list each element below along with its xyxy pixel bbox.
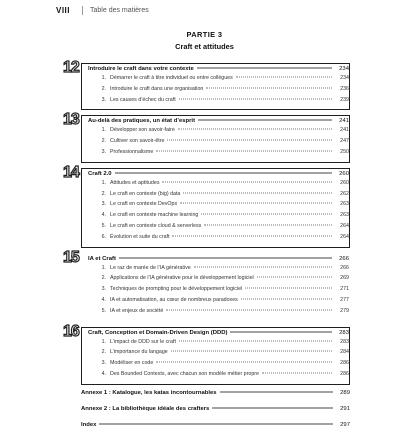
dot-leader: [198, 120, 332, 121]
dot-leader: [178, 129, 332, 130]
page-number: 234: [339, 66, 349, 72]
chapter-box: [81, 327, 350, 385]
chapter-box: [81, 115, 350, 162]
annex-entry[interactable]: [81, 406, 350, 422]
section-title: IA et enjeux de société: [110, 307, 164, 314]
section-title: Le craft en contexte machine learning: [110, 212, 199, 219]
part-heading: [0, 30, 409, 51]
dot-leader: [180, 203, 332, 204]
section-entry[interactable]: [88, 201, 349, 212]
page-number: 264: [340, 233, 349, 240]
section-title: Le raz de marée de l’IA générative: [110, 264, 191, 271]
section-number: 3.: [101, 148, 106, 155]
dot-leader: [212, 407, 333, 408]
annex-entry[interactable]: [81, 390, 350, 406]
chapter-entry[interactable]: [63, 111, 350, 162]
section-title: Cultiver son savoir-être: [110, 138, 165, 145]
section-entry[interactable]: [88, 275, 349, 286]
dot-leader: [206, 87, 332, 88]
section-entry[interactable]: [88, 234, 349, 245]
section-entry[interactable]: [88, 75, 349, 86]
section-number: 1.: [101, 179, 106, 186]
section-entry[interactable]: [88, 138, 349, 149]
section-entry[interactable]: [88, 339, 349, 350]
page-number: 291: [340, 405, 350, 412]
dot-leader: [172, 235, 332, 236]
annex-title: Annexe 1 : Katalogue, les katas incontournables: [81, 389, 217, 396]
chapter-entry[interactable]: [63, 248, 350, 322]
section-number: 3.: [101, 286, 106, 293]
page-number: 264: [340, 222, 349, 229]
page-number: 283: [340, 338, 349, 345]
section-entry[interactable]: [88, 349, 349, 360]
annex-entry[interactable]: [81, 422, 350, 438]
chapter-entry[interactable]: [63, 59, 350, 110]
section-entry[interactable]: [88, 360, 349, 371]
dot-leader: [183, 192, 332, 193]
section-number: 4.: [101, 296, 106, 303]
dot-leader: [230, 331, 332, 332]
page-number: 269: [340, 275, 349, 282]
dot-leader: [179, 340, 332, 341]
section-entry[interactable]: [88, 127, 349, 138]
dot-leader: [156, 150, 332, 151]
section-title: Développer son savoir-faire: [110, 127, 175, 134]
dot-leader: [179, 98, 332, 99]
section-entry[interactable]: [88, 265, 349, 276]
section-entry[interactable]: [88, 212, 349, 223]
section-title: Démarrer le craft à titre individuel ou entre collègues: [110, 75, 233, 81]
page-number: 289: [340, 389, 350, 396]
dot-leader: [236, 77, 332, 78]
page-number: 241: [339, 118, 349, 125]
page-number: 239: [340, 96, 349, 103]
section-number: 2.: [101, 138, 106, 145]
annex-list: [81, 389, 350, 438]
section-title: Le craft en contexte cloud & serverless: [110, 222, 202, 229]
page-number: 260: [339, 170, 349, 177]
dot-leader: [119, 257, 332, 258]
section-title: Le craft en contexte (big) data: [110, 190, 181, 197]
section-number: 3.: [101, 96, 106, 103]
annex-title: Annexe 2 : La bibliothèque idéale des crafters: [81, 405, 210, 412]
page-number: 277: [340, 296, 349, 303]
section-number: 2.: [101, 275, 106, 282]
chapter-box: [81, 63, 350, 110]
chapter-box: [81, 253, 350, 322]
section-number: 5.: [101, 222, 106, 229]
chapter-entry[interactable]: [63, 322, 350, 385]
section-title: Introduire le craft dans une organisation: [110, 85, 204, 92]
page-header: [56, 6, 149, 15]
section-entry[interactable]: [88, 149, 349, 160]
chapter-title: Au-delà des pratiques, un état d’esprit: [88, 118, 196, 125]
section-title: Les causes d’échec du craft: [110, 96, 176, 103]
page-number: 283: [339, 329, 349, 336]
dot-leader: [201, 214, 332, 215]
dot-leader: [167, 140, 332, 141]
page-number: 284: [340, 349, 349, 356]
section-number: 2.: [101, 349, 106, 356]
page-number: 247: [340, 138, 349, 145]
section-title: Applications de l’IA générative pour le développement logiciel: [110, 275, 254, 282]
dot-leader: [194, 266, 332, 267]
page-number: 266: [340, 264, 349, 271]
section-title: Le craft en contexte DevOps: [110, 201, 178, 208]
part-label: PARTIE 3: [186, 30, 223, 39]
page-number: 260: [340, 179, 349, 186]
chapter-title-row[interactable]: [88, 66, 349, 75]
dot-leader: [220, 391, 333, 392]
chapter-title: Introduire le craft dans votre contexte: [88, 66, 194, 72]
page-number: 279: [340, 307, 349, 314]
section-number: 4.: [101, 212, 106, 219]
section-entry[interactable]: [88, 371, 349, 382]
chapter-number: 12: [63, 59, 79, 76]
page-number: 263: [340, 212, 349, 219]
section-number: 5.: [101, 307, 106, 314]
section-title: Professionnalisme: [110, 148, 154, 155]
section-entry[interactable]: [88, 97, 349, 108]
chapter-number: 14: [63, 163, 79, 181]
page-number: 266: [339, 255, 349, 262]
section-title: Modéliser en code: [110, 360, 154, 367]
page-number: 286: [340, 360, 349, 367]
section-entry[interactable]: [88, 180, 349, 191]
page-number: 297: [340, 421, 350, 428]
chapter-title-row[interactable]: [88, 330, 349, 339]
part-title: Craft et attitudes: [175, 42, 234, 51]
chapter-title: Craft, Conception et Domain-Driven Design (DDD): [88, 329, 228, 336]
section-entry[interactable]: [88, 191, 349, 202]
section-number: 1.: [101, 264, 106, 271]
page-number: 262: [340, 190, 349, 197]
page-number: 286: [340, 370, 349, 377]
dot-leader: [262, 372, 332, 373]
chapter-box: [81, 168, 350, 248]
section-entry[interactable]: [88, 86, 349, 97]
section-title: Des Bounded Contexts, avec chacun son modèle métier propre: [110, 370, 259, 377]
page-number: 234: [340, 75, 349, 81]
table-of-contents: [63, 59, 350, 438]
section-number: 2.: [101, 190, 106, 197]
page-number: 271: [340, 286, 349, 293]
section-title: IA et automatisation, au cœur de nombreux paradoxes: [110, 296, 238, 303]
dot-leader: [156, 362, 332, 363]
dot-leader: [171, 351, 332, 352]
running-title: Table des matières: [90, 7, 149, 14]
dot-leader: [245, 288, 332, 289]
chapter-title: Craft 2.0: [88, 170, 112, 177]
chapter-title-row[interactable]: [88, 118, 349, 127]
dot-leader: [204, 224, 332, 225]
annex-title: Index: [81, 421, 97, 428]
section-number: 4.: [101, 370, 106, 377]
section-entry[interactable]: [88, 308, 349, 319]
chapter-entry[interactable]: [63, 163, 350, 248]
page-number: 263: [340, 201, 349, 208]
section-number: 1.: [101, 75, 106, 81]
page-number: 250: [340, 148, 349, 155]
dot-leader: [166, 309, 332, 310]
dot-leader: [257, 277, 332, 278]
chapter-title-row[interactable]: [88, 256, 349, 265]
chapter-number: 15: [63, 248, 79, 266]
section-entry[interactable]: [88, 286, 349, 297]
section-entry[interactable]: [88, 297, 349, 308]
chapter-list: [63, 59, 350, 385]
page-folio: VIII: [56, 6, 71, 15]
section-title: L’importance du langage: [110, 349, 168, 356]
section-number: 2.: [101, 85, 106, 92]
section-title: Évolution et suite du craft: [110, 233, 170, 240]
dot-leader: [99, 423, 333, 424]
section-number: 3.: [101, 201, 106, 208]
section-title: Attitudes et aptitudes: [110, 179, 160, 186]
dot-leader: [162, 181, 332, 182]
section-number: 3.: [101, 360, 106, 367]
section-entry[interactable]: [88, 223, 349, 234]
section-number: 1.: [101, 338, 106, 345]
chapter-number: 16: [63, 322, 79, 340]
page-number: 241: [340, 127, 349, 134]
section-number: 1.: [101, 127, 106, 134]
dot-leader: [241, 298, 332, 299]
dot-leader: [115, 172, 332, 173]
page-number: 236: [340, 85, 349, 92]
chapter-title: IA et Craft: [88, 255, 116, 262]
section-title: Techniques de prompting pour le développement logiciel: [110, 286, 243, 293]
chapter-title-row[interactable]: [88, 171, 349, 180]
header-separator: [82, 6, 83, 15]
dot-leader: [197, 68, 332, 69]
section-title: L’impact de DDD sur le craft: [110, 338, 176, 345]
chapter-number: 13: [63, 111, 79, 129]
section-number: 6.: [101, 233, 106, 240]
